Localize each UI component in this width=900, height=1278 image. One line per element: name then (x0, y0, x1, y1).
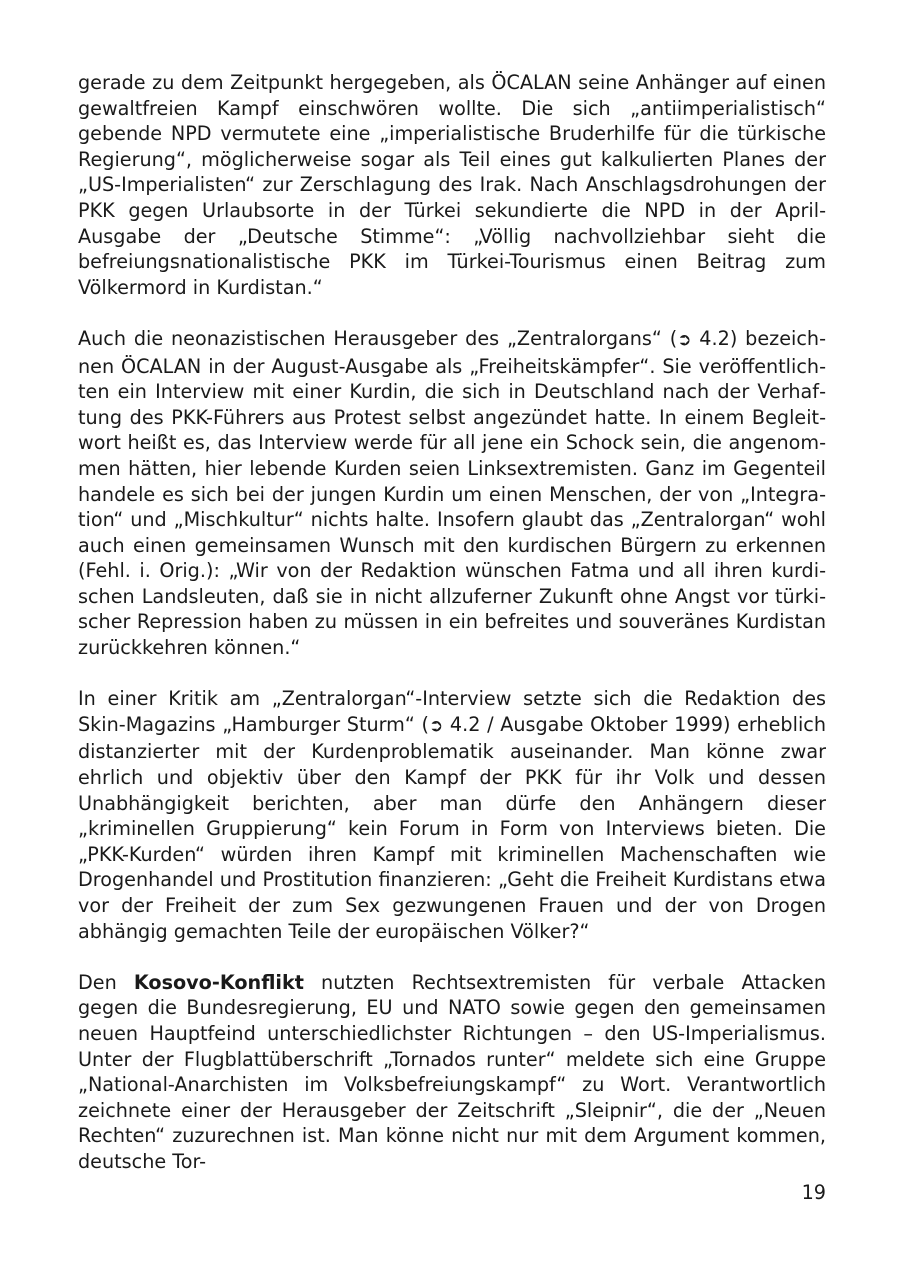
paragraph (78, 970, 826, 1175)
paragraph (78, 70, 826, 300)
reference-arrow-icon: ➲ (428, 715, 444, 736)
text-run: 4.2) bezeichnen ÖCALAN in der August-Ausgabe als „Freiheitskämpfer“. Sie veröffentlichten ein Interview mit einer Kurdin, die sich in Deutschland nach der Verhaftung des PKK-Führers aus Protest selbst angezündet hatte. In einem Begleitwort heißt es, das Interview werde für all jene ein Schock sein, die angenommen hätten, hier lebende Kurden seien Linksextremisten. Ganz im Gegenteil handele es sich bei der jungen Kurdin um einen Menschen, der von „Integration“ und „Mischkultur“ nichts halte. Insofern glaubt das „Zentralorgan“ wohl auch einen gemeinsamen Wunsch mit den kurdischen Bürgern zu erkennen (Fehl. i. Orig.): „Wir von der Redaktion wünschen Fatma und all ihren kurdischen Landsleuten, daß sie in nicht allzuferner Zukunft ohne Angst vor türkischer Repression haben zu müssen in ein befreites und souveränes Kurdistan zurückkehren können.“ (78, 326, 826, 660)
paragraph (78, 686, 826, 944)
reference-arrow-icon: ➲ (677, 329, 692, 350)
text-run: Den (78, 970, 134, 994)
text-run: 4.2 / Ausgabe Oktober 1999) erheblich distanzierter mit der Kurdenproblematik auseinander. Man könne zwar ehrlich und objektiv über den Kampf der PKK für ihr Volk und dessen Unabhängigkeit berichten, aber man dürfe den Anhängern dieser „kriminellen Gruppierung“ kein Forum in Form von Interviews bieten. Die „PKK-Kurden“ würden ihren Kampf mit kriminellen Machenschaften wie Drogenhandel und Prostitution finanzieren: „Geht die Freiheit Kurdistans etwa vor der Freiheit der zum Sex gezwungenen Frauen und der von Drogen abhängig gemachten Teile der europäischen Völker?“ (78, 712, 826, 943)
bold-term: Kosovo-Konflikt (133, 970, 304, 994)
text-run: In einer Kritik am „Zentralorgan“-Interview setzte sich die Redaktion des Skin-Magazins „Hamburger Sturm“ ( (78, 687, 826, 736)
page-number: 19 (801, 1181, 826, 1204)
text-run: nutzten Rechtsextremisten für verbale Attacken gegen die Bundesregierung, EU und NATO sowie gegen den gemeinsamen neuen Hauptfeind unterschiedlichster Richtungen – den US-Imperialismus. Unter der Flugblattüberschrift „Tornados runter“ meldete sich eine Gruppe „National-Anarchisten im Volksbefreiungskampf“ zu Wort. Verantwortlich zeichnete einer der Herausgeber der Zeitschrift „Sleipnir“, die der „Neuen Rechten“ zuzurechnen ist. Man könne nicht nur mit dem Argument kommen, deutsche Tor- (78, 970, 826, 1173)
text-run: gerade zu dem Zeitpunkt hergegeben, als ÖCALAN seine Anhänger auf einen gewaltfreien Kampf einschwören wollte. Die sich „antiimperialistisch“ gebende NPD vermutete eine „imperialistische Bruderhilfe für die türkische Regierung“, möglicherweise sogar als Teil eines gut kalkulierten Planes der „US-Imperialisten“ zur Zerschlagung des Irak. Nach Anschlagsdrohungen der PKK gegen Urlaubsorte in der Türkei sekundierte die NPD in der April-Ausgabe der „Deutsche Stimme“: „Völlig nachvollziehbar sieht die befreiungsnationalistische PKK im Türkei-Tourismus einen Beitrag zum Völkermord in Kurdistan.“ (78, 71, 826, 299)
body-text (78, 70, 826, 1175)
paragraph (78, 326, 826, 661)
text-run: Auch die neonazistischen Herausgeber des „Zentralorgans“ ( (78, 326, 678, 350)
